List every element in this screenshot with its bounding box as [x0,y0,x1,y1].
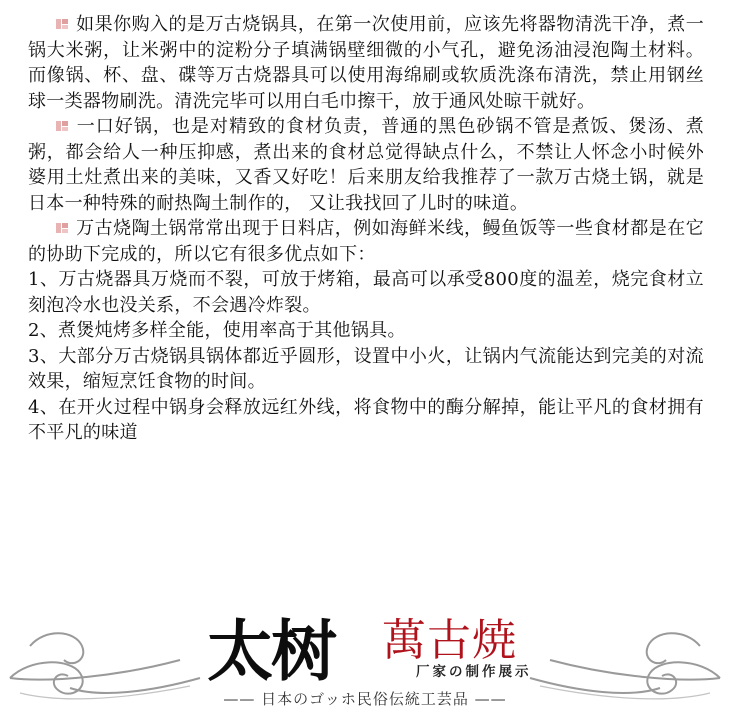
paragraph-1-text: 如果你购入的是万古烧锅具，在第一次使用前，应该先将器物清洗干净，煮一锅大米粥，让米粥中的淀粉分子填满锅壁细微的小气孔，避免汤油浸泡陶土材料。而像锅、杯、盘、碟等万古烧器具可以使用海绵刷或软质洗涤布清洗，禁止用钢丝球一类器物刷洗。清洗完毕可以用白毛巾擦干，放于通风处晾干就好。 [28,14,704,112]
point-2: 2、煮煲炖烤多样全能，使用率高于其他锅具。 [28,320,406,341]
paragraph-2 [28,114,704,216]
paragraph-1 [28,12,704,114]
brand-logo-black: 太树 [207,612,335,690]
paragraph-3 [28,216,704,267]
brand-subtitle: 厂家の制作展示 [416,664,532,680]
seal-bullet-icon [54,118,70,134]
point-4: 4、在开火过程中锅身会释放远红外线，将食物中的酶分解掉，能让平凡的食材拥有不平凡的味道 [28,396,704,443]
brand-logo-red: 萬古焼 [382,615,517,666]
point-3: 3、大部分万古烧锅具锅体都近乎圆形，设置中小火，让锅内气流能达到完美的对流效果，缩短烹饪食物的时间。 [28,345,704,392]
paragraph-2-text: 一口好锅，也是对精致的食材负责，普通的黑色砂锅不管是煮饭、煲汤、煮粥，都会给人一种压抑感，煮出来的食材总觉得缺点什么，不禁让人怀念小时候外婆用土灶煮出来的美味，又香又好吃！后来朋友给我推荐了一款万古烧土锅，就是日本一种特殊的耐热陶土制作的， 又让我找回了儿时的味道。 [28,116,704,214]
article-body [28,12,704,446]
footer-tagline: —— 日本のゴッホ民俗伝統工芸品 —— [223,690,507,708]
point-1: 1、万古烧器具万烧而不裂，可放于烤箱，最高可以承受800度的温差，烧完食材立刻泡冷水也没关系，不会遇冷炸裂。 [28,269,704,316]
seal-bullet-icon [54,220,70,236]
seal-bullet-icon [54,16,70,32]
paragraph-3-text: 万古烧陶土锅常常出现于日料店，例如海鲜米线，鳗鱼饭等一些食材都是在它的协助下完成的，所以它有很多优点如下： [28,218,704,265]
